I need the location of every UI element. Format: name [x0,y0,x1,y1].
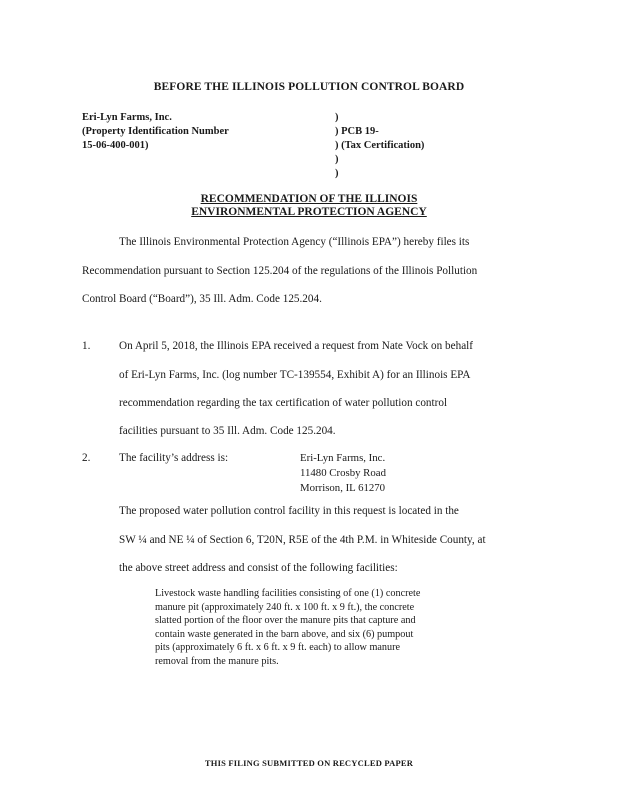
paragraph-1-line: On April 5, 2018, the Illinois EPA received a request from Nate Vock on behalf [119,340,473,352]
paragraph-1-line: of Eri-Lyn Farms, Inc. (log number TC-139554, Exhibit A) for an Illinois EPA [119,369,471,381]
paragraph-1-line: facilities pursuant to 35 Ill. Adm. Code 125.204. [119,425,336,437]
paragraph-2-line: The proposed water pollution control facility in this request is located in the [119,505,459,517]
address-line: 11480 Crosby Road [300,467,386,479]
paragraph-number: 1. [82,340,91,352]
paragraph-2-line: SW ¼ and NE ¼ of Section 6, T20N, R5E of the 4th P.M. in Whiteside County, at [119,534,486,546]
description-line: manure pit (approximately 240 ft. x 100 ft. x 9 ft.), the concrete [155,601,415,613]
address-line: Morrison, IL 61270 [300,482,386,494]
address-label: The facility’s address is: [119,452,229,464]
caption-case-type: ) (Tax Certification) [335,140,425,151]
description-line: contain waste generated in the barn above, and six (6) pumpout [155,628,414,640]
paragraph-number: 2. [82,452,91,464]
facility-address [300,451,386,496]
caption-party-name: Eri-Lyn Farms, Inc. [82,112,172,123]
paragraph-2-line: the above street address and consist of the following facilities: [119,562,398,574]
facilities-description [155,587,420,669]
description-line: removal from the manure pits. [155,655,279,667]
intro-line: The Illinois Environmental Protection Agency (“Illinois EPA”) hereby files its [119,236,470,248]
caption-property-id: 15-06-400-001) [82,140,149,151]
intro-line: Control Board (“Board”), 35 Ill. Adm. Code 125.204. [82,293,322,305]
address-line: Eri-Lyn Farms, Inc. [300,452,386,464]
caption-bracket: ) [335,154,339,165]
caption-bracket: ) [335,112,339,123]
recommendation-title [0,193,618,219]
caption-property-id-label: (Property Identification Number [82,126,229,137]
description-line: slatted portion of the floor over the manure pits that capture and [155,615,416,627]
recycled-paper-footer: THIS FILING SUBMITTED ON RECYCLED PAPER [204,758,414,768]
caption-case-block [335,111,424,181]
caption-bracket: ) [335,168,339,179]
recommendation-title-line: RECOMMENDATION OF THE ILLINOIS [200,193,418,205]
intro-line: Recommendation pursuant to Section 125.204 of the regulations of the Illinois Pollution [82,265,478,277]
board-heading: BEFORE THE ILLINOIS POLLUTION CONTROL BOARD [153,81,465,93]
caption-case-number: ) PCB 19- [335,126,379,137]
description-line: pits (approximately 6 ft. x 6 ft. x 9 ft. each) to allow manure [155,642,400,654]
caption-party-block [82,111,229,153]
paragraph-1-line: recommendation regarding the tax certification of water pollution control [119,397,448,409]
description-line: Livestock waste handling facilities consisting of one (1) concrete [155,588,421,599]
recommendation-title-line: ENVIRONMENTAL PROTECTION AGENCY [191,206,427,218]
